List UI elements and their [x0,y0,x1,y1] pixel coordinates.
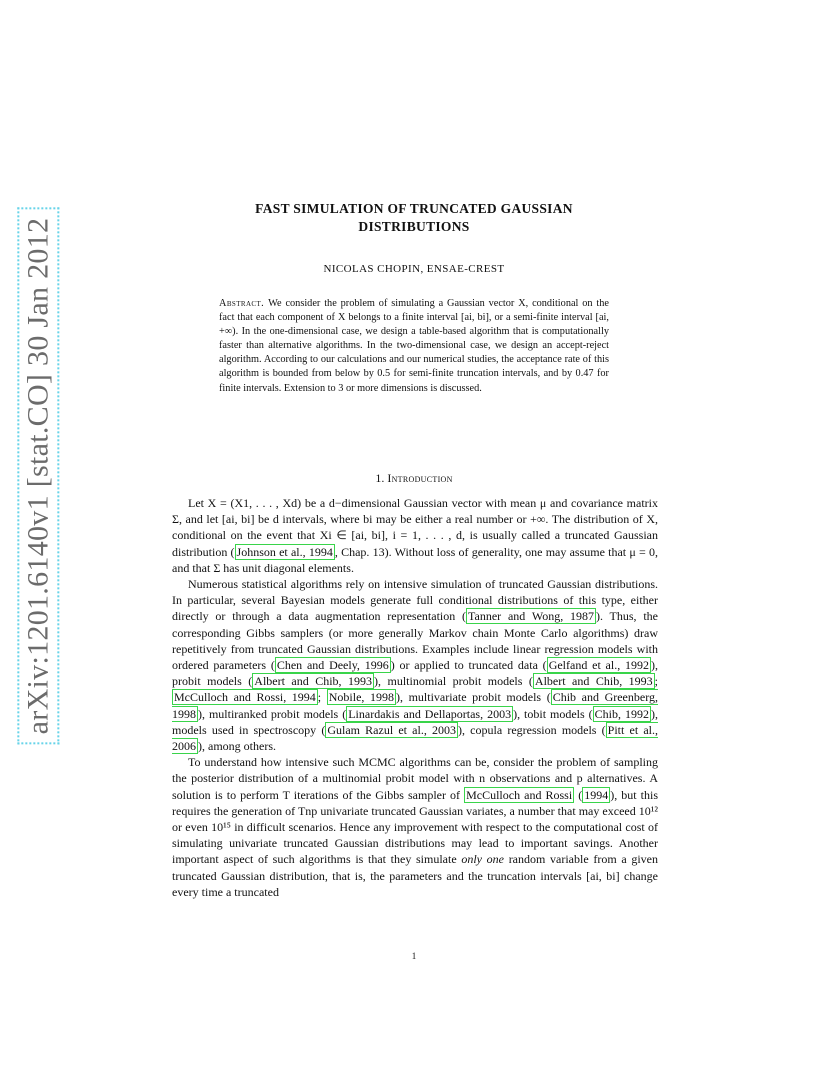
paragraph-2 [172,576,658,754]
section-number: 1. [375,471,385,485]
text-run: ), tobit models ( [513,706,593,721]
citation-link[interactable]: Chen and Deely, 1996 [276,658,389,673]
citation-link[interactable]: Nobile, 1998 [328,690,394,705]
citation-link[interactable]: McCulloch and Rossi [466,787,573,802]
text-run: To understand how intensive such MCMC algorithms can be, consider the problem of sampling the posterior distribution of a multinomial probit model with n observations and p alternatives. A solution is to perform T iterations of the Gibbs sampler of [172,755,658,802]
text-run: ( [574,787,583,802]
section-title: Introduction [387,471,453,485]
text-run: ), among others. [198,739,276,754]
author-line: NICOLAS CHOPIN, ENSAE-CREST [323,263,505,275]
abstract-label: Abstract. [219,298,265,309]
text-run: ; [317,690,327,705]
text-run: ), probit models ( [172,658,658,689]
title-line-2: DISTRIBUTIONS [358,219,470,234]
abstract [219,297,609,396]
text-run: Numerous statistical algorithms rely on intensive simulation of truncated Gaussian distributions. In particular, several Bayesian models generate full conditional distributions of this type, either directly or through a data augmentation representation ( [172,577,658,624]
citation-link[interactable]: Chib, 1992 [594,706,649,721]
title-line-1: FAST SIMULATION OF TRUNCATED GAUSSIAN [255,201,573,216]
text-run: ), multiranked probit models ( [198,706,347,721]
section-heading [172,471,656,486]
text-run: ), models used in spectroscopy ( [172,706,658,737]
citation-link[interactable]: Tanner and Wong, 1987 [468,609,594,624]
citation-link[interactable]: Chib and Greenberg, 1998 [172,690,658,721]
emphasis: only one [461,852,505,867]
paragraph-3 [172,754,658,900]
citation-link[interactable]: Albert and Chib, 1993 [534,674,653,689]
citation-link[interactable]: Gelfand et al., 1992 [548,658,649,673]
citation-link[interactable]: McCulloch and Rossi, 1994 [174,690,316,705]
text-run: , Chap. 13). Without loss of generality, one may assume that μ = 0, and that Σ has unit diagonal elements. [172,544,658,575]
text-run: ; [654,674,659,689]
citation-link[interactable]: Johnson et al., 1994 [236,544,333,559]
text-run: random variable from a given truncated Gaussian distribution, that is, the parameters and the truncation intervals [ai, bi] change every time a truncated [172,852,658,899]
text-run: ), multinomial probit models ( [374,674,533,689]
page-number: 1 [411,951,417,961]
text-run: ) or applied to truncated data ( [390,658,547,673]
paragraph-1 [172,495,658,576]
citation-link[interactable]: Albert and Chib, 1993 [254,674,373,689]
abstract-text: We consider the problem of simulating a Gaussian vector X, conditional on the fact that each component of X belongs to a finite interval [ai, bi], or a semi-finite interval [ai, +∞). In the one-dimensional case, we design a table-based algorithm that is computationally faster than alternative algorithms. In the two-dimensional case, we design an accept-reject algorithm. According to our calculations and our numerical studies, the acceptance rate of this algorithm is bounded from below by 0.5 for semi-finite truncation intervals, and by 0.47 for finite intervals. Extension to 3 or more dimensions is discussed. [219,298,609,394]
paper-title [172,200,656,236]
text-run: ), copula regression models ( [458,722,606,737]
citation-link[interactable]: Pitt et al., 2006 [172,722,658,754]
arxiv-identifier: arXiv:1201.6140v1 [stat.CO] 30 Jan 2012 [17,208,59,745]
body-text [172,495,658,900]
text-run: ), but this requires the generation of Tnp univariate truncated Gaussian variates, a number that may exceed 10¹² or even 10¹⁵ in difficult scenarios. Hence any improvement with respect to the computational cost of simulating univariate truncated Gaussian distributions may lead to important savings. Another important aspect of such algorithms is that they simulate [172,787,659,867]
text-run: Let X = (X1, . . . , Xd) be a d−dimensional Gaussian vector with mean μ and covariance matrix Σ, and let [ai, bi] be d intervals, where bi may be either a real number or +∞. The distribution of X, conditional on the event that Xi ∈ [ai, bi], i = 1, . . . , d, is usually called a truncated Gaussian distribution ( [172,496,658,559]
citation-link[interactable]: Gulam Razul et al., 2003 [327,722,456,737]
citation-link[interactable]: 1994 [584,787,609,802]
text-run: ), multivariate probit models ( [396,690,551,705]
citation-link[interactable]: Linardakis and Dellaportas, 2003 [348,706,512,721]
arxiv-side-stamp [18,217,58,735]
text-run: ). Thus, the corresponding Gibbs samplers (or more generally Markov chain Monte Carlo algorithms) draw repetitively from truncated Gaussian distributions. Examples include linear regression models with ordered parameters ( [172,609,658,673]
